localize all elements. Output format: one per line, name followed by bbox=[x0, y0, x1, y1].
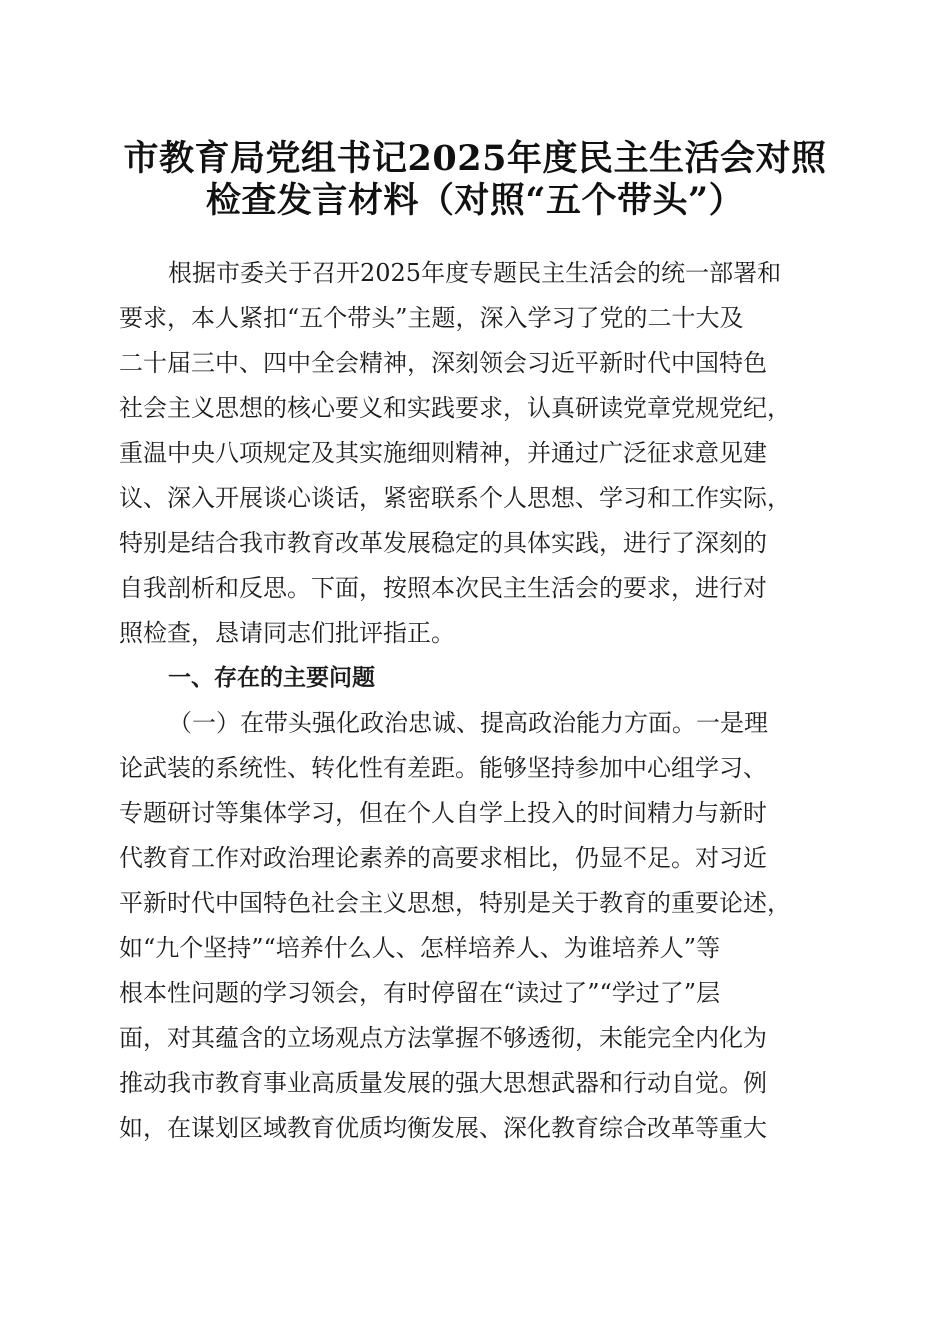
paragraph-line: 根据市委关于召开2025年度专题民主生活会的统一部署和 bbox=[168, 259, 782, 287]
paragraph-line: 如，在谋划区域教育优质均衡发展、深化教育综合改革等重大 bbox=[119, 1114, 767, 1142]
paragraph-line: 平新时代中国特色社会主义思想，特别是关于教育的重要论述， bbox=[119, 889, 791, 917]
paragraph-line: 根本性问题的学习领会，有时停留在“读过了”“学过了”层 bbox=[119, 979, 721, 1007]
document-title-line-1: 市教育局党组书记2025年度民主生活会对照 bbox=[123, 138, 827, 179]
paragraph-line: 特别是结合我市教育改革发展稳定的具体实践，进行了深刻的 bbox=[119, 529, 767, 557]
paragraph-line: 论武装的系统性、转化性有差距。能够坚持参加中心组学习、 bbox=[119, 754, 767, 782]
paragraph-line: （一）在带头强化政治忠诚、提高政治能力方面。一是理 bbox=[168, 709, 768, 737]
paragraph-line: 如“九个坚持”“培养什么人、怎样培养人、为谁培养人”等 bbox=[119, 934, 721, 962]
paragraph-line: 面，对其蕴含的立场观点方法掌握不够透彻，未能完全内化为 bbox=[119, 1024, 767, 1052]
paragraph-line: 议、深入开展谈心谈话，紧密联系个人思想、学习和工作实际， bbox=[119, 484, 791, 512]
paragraph-line: 专题研讨等集体学习，但在个人自学上投入的时间精力与新时 bbox=[119, 799, 767, 827]
paragraph-line: 重温中央八项规定及其实施细则精神，并通过广泛征求意见建 bbox=[119, 439, 767, 467]
paragraph-line: 推动我市教育事业高质量发展的强大思想武器和行动自觉。例 bbox=[119, 1069, 767, 1097]
paragraph-line: 照检查，恳请同志们批评指正。 bbox=[119, 619, 455, 647]
section-heading: 一、存在的主要问题 bbox=[168, 665, 375, 691]
paragraph-line: 自我剖析和反思。下面，按照本次民主生活会的要求，进行对 bbox=[119, 574, 767, 602]
paragraph-line: 社会主义思想的核心要义和实践要求，认真研读党章党规党纪， bbox=[119, 394, 791, 422]
paragraph-line: 二十届三中、四中全会精神，深刻领会习近平新时代中国特色 bbox=[119, 349, 767, 377]
paragraph-line: 代教育工作对政治理论素养的高要求相比，仍显不足。对习近 bbox=[119, 844, 767, 872]
document-title-line-2: 检查发言材料（对照“五个带头”） bbox=[205, 180, 745, 221]
paragraph-line: 要求，本人紧扣“五个带头”主题，深入学习了党的二十大及 bbox=[119, 304, 744, 332]
